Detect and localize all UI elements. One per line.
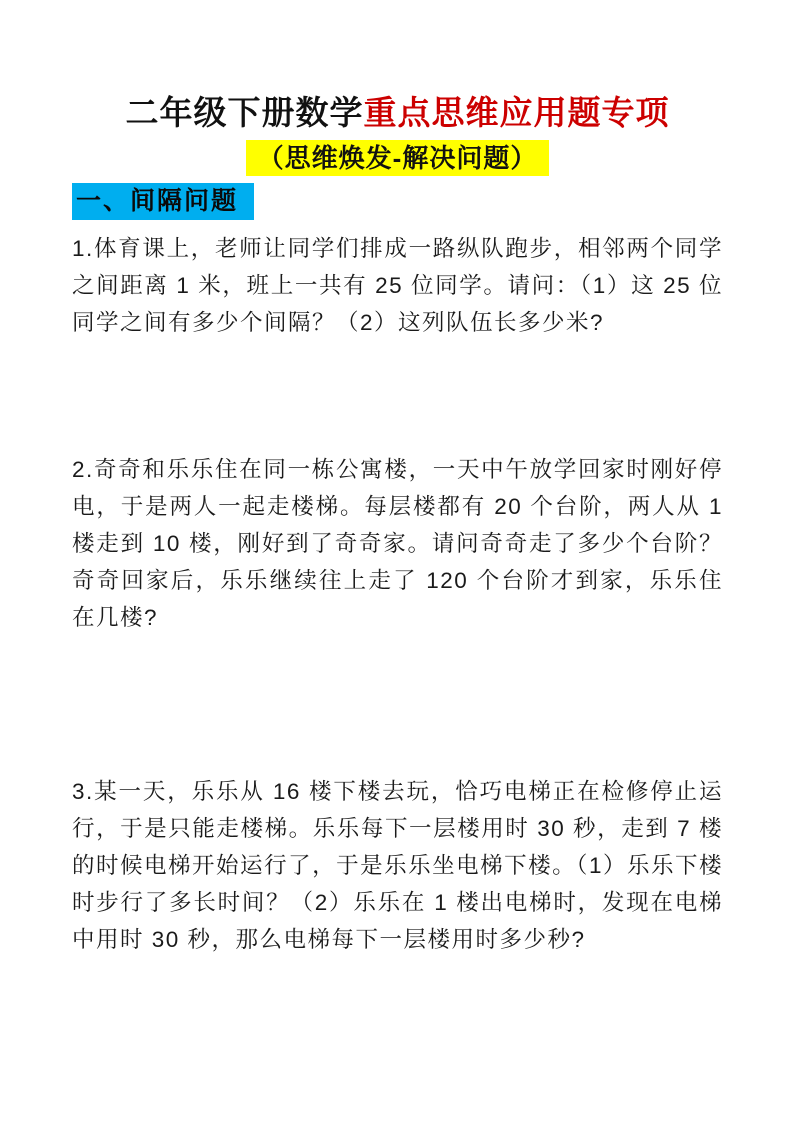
problem-2: 2.奇奇和乐乐住在同一栋公寓楼，一天中午放学回家时刚好停电，于是两人一起走楼梯。每层楼都有 20 个台阶，两人从 1 楼走到 10 楼，刚好到了奇奇家。请问奇奇走了多少个台阶？奇奇回家后，乐乐继续往上走了 120 个台阶才到家，乐乐住在几楼? [72,457,723,630]
problem-3: 3.某一天，乐乐从 16 楼下楼去玩，恰巧电梯正在检修停止运行，于是只能走楼梯。乐乐每下一层楼用时 30 秒，走到 7 楼的时候电梯开始运行了，于是乐乐坐电梯下楼。（1）乐乐下楼时步行了多长时间？（2）乐乐在 1 楼出电梯时，发现在电梯中用时 30 秒，那么电梯每下一层楼用时多少秒? [72,779,723,952]
page-title-black-part: 二年级下册数学 [125,94,364,131]
subtitle-row [72,140,723,181]
section-header-interval-problems: 一、间隔问题 [72,183,254,220]
page-content [0,92,793,958]
problem-1: 1.体育课上，老师让同学们排成一路纵队跑步，相邻两个同学之间距离 1 米，班上一共有 25 位同学。请问：（1）这 25 位同学之间有多少个间隔？（2）这列队伍长多少米? [72,236,723,335]
section-header-row [72,183,723,223]
subtitle-highlighted: （思维焕发-解决问题） [246,140,550,176]
page-title-red-part: 重点思维应用题专项 [363,94,670,131]
page-title [72,92,723,134]
